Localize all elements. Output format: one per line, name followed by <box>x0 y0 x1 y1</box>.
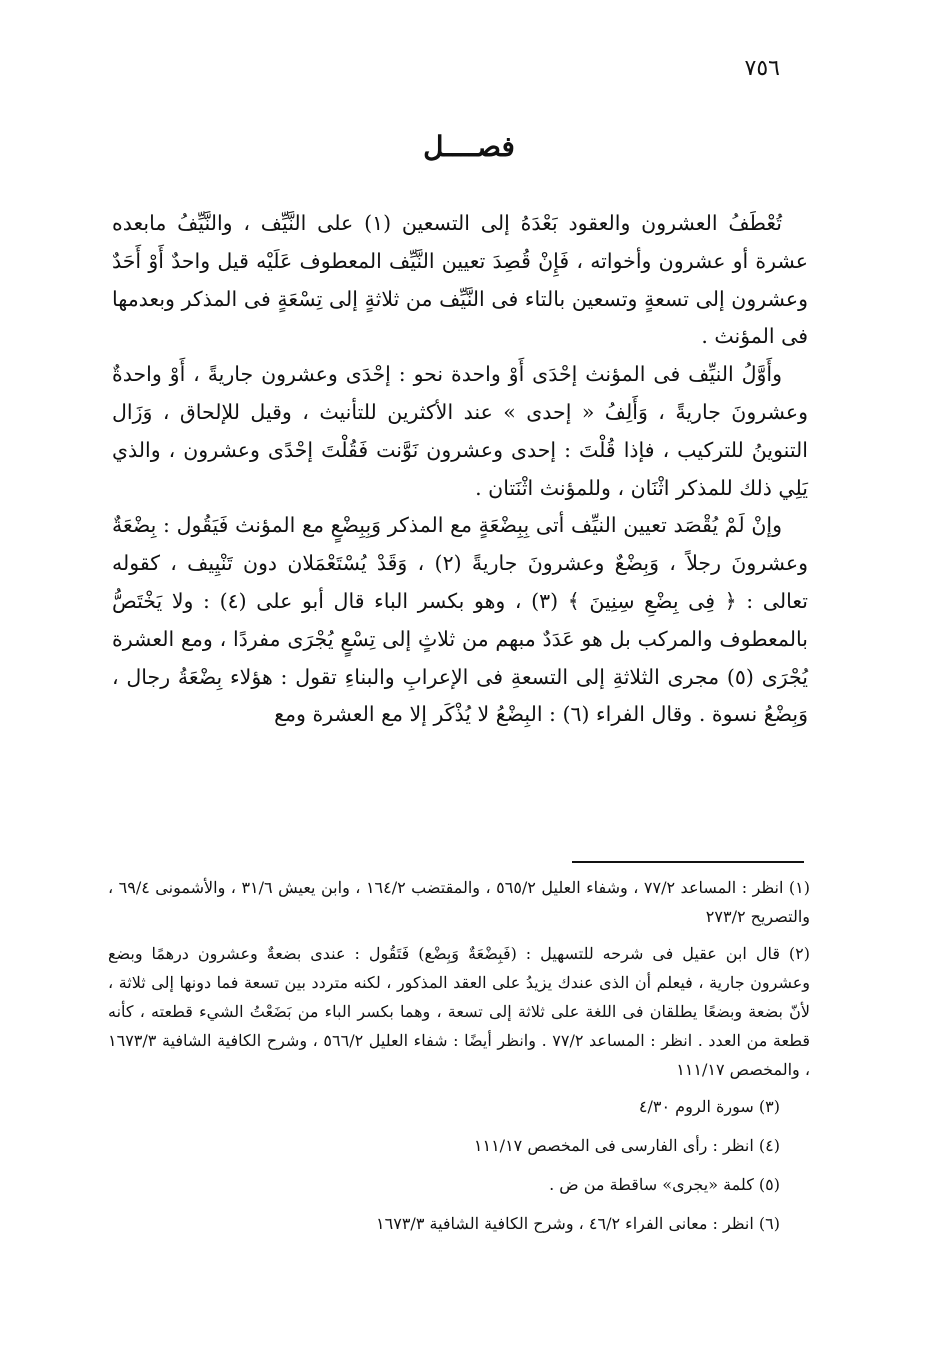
paragraph-2: وأَوَّلُ النيِّف فى المؤنث إحْدَى أَوْ واحدة نحو : إحْدَى وعشرون جاريةً ، أَوْ واحدةٌ وعشرونَ جاريةً ، وَأَلِفُ « إحدى » عند الأكثرين للتأنيث ، وقيل للإلحاق ، وَزَال التنوينُ للتركيب ، فإذا قُلْتَ : إحدى وعشرون نَوَّنت فَقُلْتَ إحْدًى وعشرون ، والذي يَلِي ذلك للمذكر اثْنَان ، وللمؤنث اثْنَتان . <box>112 362 808 500</box>
footnote-1: (١) انظر : المساعد ٧٧/٢ ، وشفاء العليل ٥٦٥/٢ ، والمقتضب ١٦٤/٢ ، وابن يعيش ٣١/٦ ، والأشمونى ٦٩/٤ ، والتصريح ٢٧٣/٢ <box>108 878 811 926</box>
footnotes <box>108 873 810 1248</box>
footnote-3: (٣) سورة الروم ٤/٣٠ <box>638 1097 780 1116</box>
page-number: ٧٥٦ <box>744 56 780 81</box>
footnote-separator <box>572 861 804 863</box>
footnote-6: (٦) انظر : معانى الفراء ٤٦/٢ ، وشرح الكافية الشافية ١٦٧٣/٣ <box>376 1214 780 1233</box>
footnote-5: (٥) كلمة «يجرى» ساقطة من ض . <box>549 1175 780 1194</box>
body-text <box>112 205 808 734</box>
paragraph-3: وإنْ لَمْ يُقْصَد تعيين النيِّف أتى بِبِضْعَةٍ مع المذكر وَبِبِضْعٍ مع المؤنث فَيَقُول : بِضْعَةٌ وعشرونَ رجلاً ، وَبِضْعٌ وعشرونَ جاريةً (٢) ، وَقَدْ يُسْتَعْمَلان دون تَنْيِيف ، كقوله تعالى : ﴿ فِى بِضْعِ سِنِينَ ﴾ (٣) ، وهو بكسر الباء قال أبو على (٤) : ولا يَخْتَصُّ بالمعطوف والمركب بل هو عَدَدٌ مبهم من ثلاثٍ إلى تِسْعٍ يُجْرَى مفردًا ، ومع العشرة يُجْرَى (٥) مجرى الثلاثةِ إلى التسعةِ فى الإعرابِ والبناءِ تقول : هؤلاء بِضْعَةُ رجال ، وَبِضْعُ نسوة . وقال الفراء (٦) : البِضْعُ لا يُذْكَر إلا مع العشرة ومع <box>112 513 808 727</box>
footnote-4: (٤) انظر : رأى الفارسى فى المخصص ١١١/١٧ <box>473 1136 780 1155</box>
footnote-2: (٢) قال ابن عقيل فى شرحه للتسهيل : (فَبِضْعَةٌ وَبِضْع) فَتَقُول : عندى بضعةٌ وعشرون درهمًا وبضع وعشرون جارية ، فيعلم أن الذى عندك يزيدُ على العقد المذكور ، لكنه متردد بين تسعة فما دونها إلى ثلاثة ، لأنّ بضعة وبضعًا يطلقان فى اللغة على ثلاثة إلى تسعة ، وهما بكسر الباء من بَضَعْتُ الشيء قطعته ، كأنه قطعة من العدد . انظر : المساعد ٧٧/٢ . وانظر أيضًا : شفاء العليل ٥٦٦/٢ ، وشرح الكافية الشافية ١٦٧٣/٣ ، والمخصص ١١١/١٧ <box>108 944 811 1079</box>
section-heading: فصــــل <box>423 130 515 163</box>
paragraph-1: تُعْطَفُ العشرون والعقود بَعْدَهُ إلى التسعين (١) على النَّيِّف ، والنَّيِّفُ مابعده عشرة أو عشرون وأخواته ، فَإِنْ قُصِدَ تعيين النَّيِّف المعطوف عَلَيْه قيل واحدٌ أَوْ أَحَدٌ وعشرون إلى تسعةٍ وتسعين بالتاء فى النَّيِّف من ثلاثةٍ إلى تِسْعَةٍ فى المذكر وبعدمها فى المؤنث . <box>112 211 808 349</box>
